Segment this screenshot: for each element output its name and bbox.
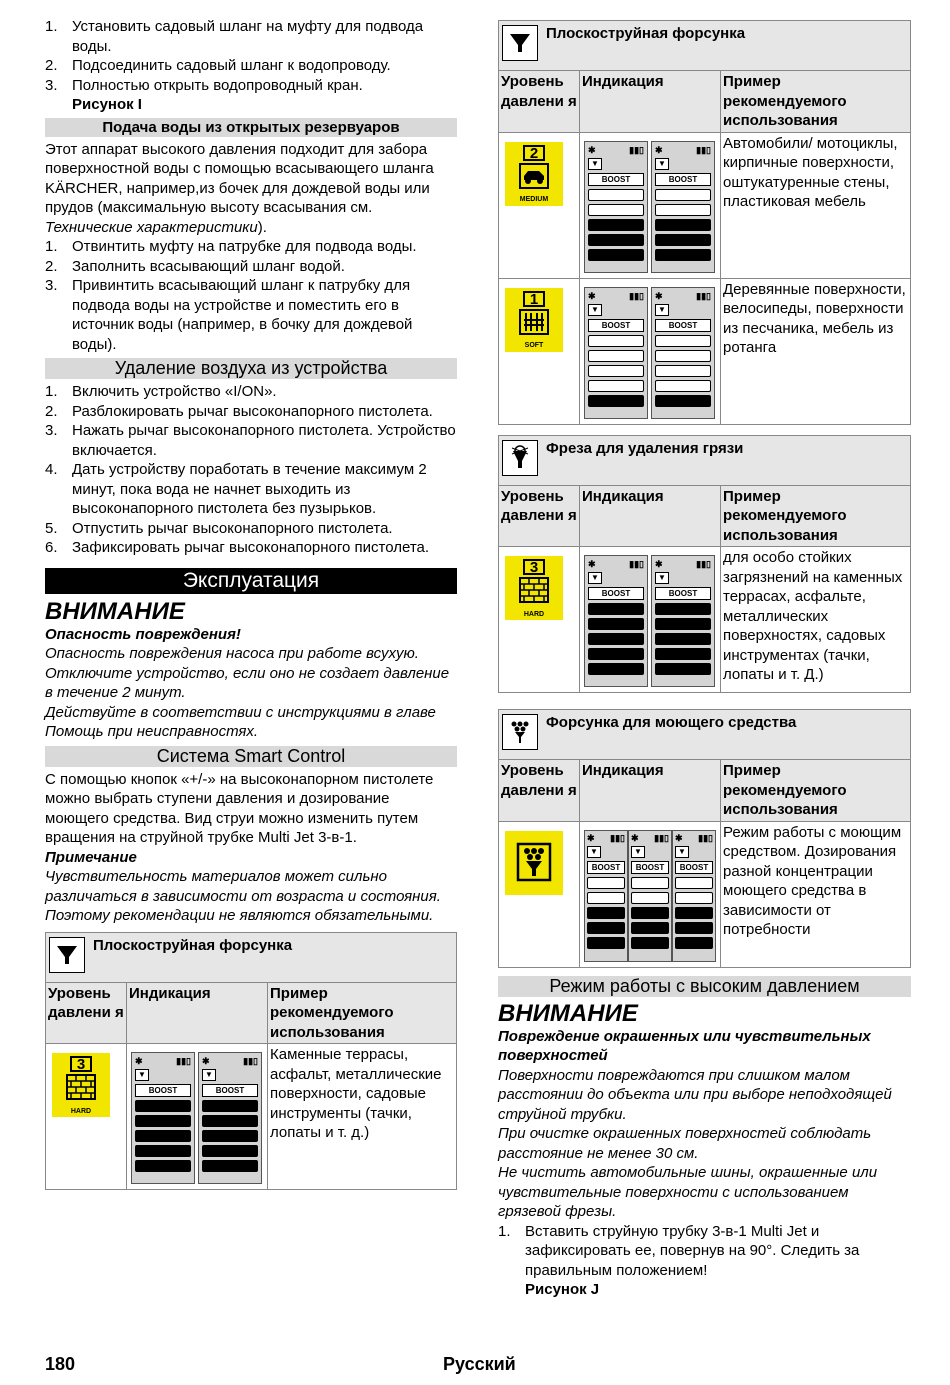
boost-indicator: BOOST bbox=[655, 587, 711, 600]
table-row bbox=[499, 547, 911, 693]
col-header-example: Пример рекомендуемого использования bbox=[721, 71, 911, 133]
battery-icon: ▮▮▯ bbox=[696, 290, 711, 301]
display-status-row bbox=[655, 145, 711, 155]
level-number: 3 bbox=[70, 1056, 92, 1072]
list-number: 2. bbox=[45, 57, 58, 74]
display-status-row bbox=[587, 833, 625, 843]
bluetooth-icon: ✱ bbox=[655, 144, 663, 155]
car-icon bbox=[519, 161, 549, 195]
battery-icon: ▮▮▯ bbox=[176, 1056, 191, 1066]
pressure-level-bar bbox=[587, 907, 625, 919]
pressure-level-badge bbox=[505, 142, 563, 206]
table-title-cell bbox=[499, 710, 911, 760]
indication-cell bbox=[127, 1044, 268, 1190]
table-header-row bbox=[499, 21, 911, 71]
pressure-level-bar bbox=[588, 395, 644, 407]
pressure-level-bar bbox=[202, 1100, 258, 1112]
boost-indicator: BOOST bbox=[631, 861, 669, 874]
detergent-nozzle-icon bbox=[502, 714, 538, 750]
display-status-row bbox=[655, 559, 711, 569]
pressure-level-bar bbox=[135, 1100, 191, 1112]
boost-indicator: BOOST bbox=[655, 173, 711, 186]
display-status-row bbox=[675, 833, 713, 843]
battery-icon: ▮▮▯ bbox=[629, 290, 644, 301]
boost-indicator: BOOST bbox=[587, 861, 625, 874]
dirt-blaster-icon bbox=[502, 440, 538, 476]
pressure-level-badge bbox=[505, 288, 563, 352]
battery-icon: ▮▮▯ bbox=[698, 832, 713, 843]
pressure-level-bar bbox=[631, 937, 669, 949]
bluetooth-icon: ✱ bbox=[588, 290, 596, 301]
table-title: Плоскоструйная форсунка bbox=[93, 936, 293, 954]
battery-icon: ▮▮▯ bbox=[696, 559, 711, 569]
battery-icon: ▮▮▯ bbox=[629, 559, 644, 569]
boost-indicator: BOOST bbox=[202, 1084, 258, 1097]
col-header-indication: Индикация bbox=[127, 982, 268, 1044]
pressure-level-badge bbox=[52, 1053, 110, 1117]
detergent-nozzle-table bbox=[498, 709, 911, 968]
warning-line: Не чистить автомобильные шины, окрашенные или чувствительные поверхности с использованием грязевой фрезы. bbox=[498, 1164, 878, 1220]
gun-display-screen bbox=[584, 287, 648, 419]
list-text: Нажать рычаг высоконапорного пистолета. Устройство включается. bbox=[72, 422, 456, 459]
list-text: Включить устройство «I/ON». bbox=[72, 383, 277, 400]
nozzle-indicator-icon: ▼ bbox=[631, 846, 645, 858]
list-item bbox=[45, 237, 457, 257]
pressure-level-bar bbox=[655, 189, 711, 201]
gun-display-screen bbox=[584, 141, 648, 273]
list-text: Заполнить всасывающий шланг водой. bbox=[72, 257, 345, 275]
list-number: 4. bbox=[45, 461, 58, 478]
boost-indicator: BOOST bbox=[135, 1084, 191, 1097]
nozzle-indicator-icon: ▼ bbox=[135, 1069, 149, 1081]
list-number: 5. bbox=[45, 519, 58, 537]
list-number: 1. bbox=[498, 1222, 511, 1240]
pressure-level-bar bbox=[588, 204, 644, 216]
note-text: Чувствительность материалов может сильно различаться в зависимости от возраста и состояния. Поэтому рекомендации не являются обязательными. bbox=[45, 868, 441, 924]
pressure-level-bar bbox=[655, 219, 711, 231]
list-item bbox=[45, 421, 457, 460]
pressure-level-bar bbox=[655, 335, 711, 347]
pressure-level-bar bbox=[631, 892, 669, 904]
pressure-level-bar bbox=[588, 365, 644, 377]
boost-indicator: BOOST bbox=[588, 173, 644, 186]
gun-display-screen bbox=[198, 1052, 262, 1184]
pressure-level-bar bbox=[655, 663, 711, 675]
pressure-level-bar bbox=[587, 877, 625, 889]
level-number: 2 bbox=[523, 145, 545, 161]
column-header-row bbox=[499, 760, 911, 822]
table-row bbox=[499, 278, 911, 424]
warning-line: Отключите устройство, если оно не создает давление в течение 2 минут. bbox=[45, 664, 450, 701]
pressure-level-badge bbox=[505, 556, 563, 620]
list-text: Разблокировать рычаг высоконапорного пистолета. bbox=[72, 402, 433, 420]
list-text: Подсоединить садовый шланг к водопроводу. bbox=[72, 57, 391, 74]
figure-i-caption: Рисунок I bbox=[72, 96, 142, 113]
air-removal-steps bbox=[45, 382, 457, 558]
bluetooth-icon: ✱ bbox=[588, 144, 596, 155]
col-header-example: Пример рекомендуемого использования bbox=[721, 485, 911, 547]
pressure-level-bar bbox=[588, 603, 644, 615]
gun-display-screen bbox=[651, 555, 715, 687]
open-tanks-steps bbox=[45, 237, 457, 354]
detergent-icon bbox=[516, 840, 552, 888]
pressure-level-bar bbox=[588, 219, 644, 231]
boost-indicator: BOOST bbox=[588, 587, 644, 600]
pressure-level-bar bbox=[655, 204, 711, 216]
bluetooth-icon: ✱ bbox=[631, 832, 639, 843]
col-header-level: Уровень давлени я bbox=[499, 760, 580, 822]
level-cell bbox=[499, 278, 580, 424]
pressure-level-bar bbox=[631, 877, 669, 889]
table-header-row bbox=[499, 435, 911, 485]
warning-text bbox=[45, 644, 457, 742]
boost-indicator: BOOST bbox=[675, 861, 713, 874]
pressure-level-bar bbox=[135, 1145, 191, 1157]
display-status-row bbox=[588, 559, 644, 569]
list-item bbox=[45, 519, 457, 539]
list-item bbox=[45, 382, 457, 402]
level-name: SOFT bbox=[524, 342, 544, 349]
table-title: Форсунка для моющего средства bbox=[546, 714, 797, 731]
nozzle-indicator-icon: ▼ bbox=[587, 846, 601, 858]
pressure-level-bar bbox=[202, 1145, 258, 1157]
pressure-level-bar bbox=[202, 1160, 258, 1172]
pressure-level-bar bbox=[587, 922, 625, 934]
col-header-indication: Индикация bbox=[580, 485, 721, 547]
brick-wall-icon bbox=[66, 1072, 96, 1106]
list-number: 1. bbox=[45, 238, 58, 255]
warning-line: Опасность повреждения насоса при работе всухую. bbox=[45, 645, 419, 662]
flat-jet-nozzle-icon bbox=[502, 25, 538, 61]
pressure-level-bar bbox=[588, 618, 644, 630]
bluetooth-icon: ✱ bbox=[135, 1056, 143, 1066]
pressure-level-bar bbox=[202, 1130, 258, 1142]
list-text: Установить садовый шланг на муфту для подвода воды. bbox=[72, 18, 424, 55]
display-status-row bbox=[202, 1056, 258, 1066]
pressure-level-bar bbox=[675, 937, 713, 949]
pressure-level-bar bbox=[655, 249, 711, 261]
list-text: Полностью открыть водопроводный кран. bbox=[72, 76, 363, 94]
gun-display-screen bbox=[651, 141, 715, 273]
list-item bbox=[498, 1222, 911, 1281]
nozzle-indicator-icon: ▼ bbox=[202, 1069, 216, 1081]
nozzle-table bbox=[498, 709, 911, 968]
pressure-level-bar bbox=[631, 907, 669, 919]
chair-icon bbox=[519, 307, 549, 341]
brick-wall-icon bbox=[519, 575, 549, 609]
column-header-row bbox=[499, 71, 911, 133]
nozzle-indicator-icon: ▼ bbox=[655, 304, 669, 316]
pressure-level-bar bbox=[588, 350, 644, 362]
pressure-level-bar bbox=[675, 877, 713, 889]
open-tanks-heading: Подача воды из открытых резервуаров bbox=[45, 118, 457, 137]
pressure-level-bar bbox=[135, 1130, 191, 1142]
list-text: Отвинтить муфту на патрубке для подвода воды. bbox=[72, 238, 417, 255]
bluetooth-icon: ✱ bbox=[202, 1056, 210, 1066]
list-text: Зафиксировать рычаг высоконапорного пистолета. bbox=[72, 539, 430, 556]
list-item bbox=[45, 257, 457, 277]
battery-icon: ▮▮▯ bbox=[696, 144, 711, 155]
operation-heading: Эксплуатация bbox=[45, 568, 457, 594]
list-number: 3. bbox=[45, 76, 58, 94]
pressure-level-bar bbox=[655, 350, 711, 362]
display-status-row bbox=[588, 145, 644, 155]
display-status-row bbox=[631, 833, 669, 843]
pressure-level-bar bbox=[588, 663, 644, 675]
flat-jet-table-medium-soft bbox=[498, 20, 911, 425]
pressure-level-bar bbox=[655, 365, 711, 377]
list-text: Отпустить рычаг высоконапорного пистолета. bbox=[72, 519, 393, 537]
usage-example-cell: Каменные террасы, асфальт, металлические поверхности, садовые инструменты (тачки, лопаты и т. д.) bbox=[268, 1044, 457, 1190]
dirt-blaster-table bbox=[498, 435, 911, 694]
bluetooth-icon: ✱ bbox=[588, 559, 596, 569]
list-number: 1. bbox=[45, 18, 58, 35]
usage-example-cell: Деревянные поверхности, велосипеды, поверхности из песчаника, мебель из ротанга bbox=[721, 278, 911, 424]
col-header-indication: Индикация bbox=[580, 71, 721, 133]
battery-icon: ▮▮▯ bbox=[243, 1056, 258, 1066]
table-header-row bbox=[46, 932, 457, 982]
nozzle-indicator-icon: ▼ bbox=[588, 572, 602, 584]
nozzle-indicator-icon: ▼ bbox=[588, 158, 602, 170]
list-number: 3. bbox=[45, 422, 58, 439]
warning-line: Поверхности повреждаются при слишком малом расстоянии до объекта или при выборе неподходящей струйной трубки. bbox=[498, 1066, 892, 1123]
nozzle-indicator-icon: ▼ bbox=[655, 158, 669, 170]
pressure-level-bar bbox=[202, 1115, 258, 1127]
level-name: HARD bbox=[70, 1107, 92, 1115]
pressure-level-bar bbox=[675, 892, 713, 904]
table-title-cell bbox=[46, 932, 457, 982]
pressure-level-bar bbox=[675, 922, 713, 934]
gun-display-screen bbox=[131, 1052, 195, 1184]
nozzle-indicator-icon: ▼ bbox=[655, 572, 669, 584]
level-cell bbox=[499, 132, 580, 278]
level-cell bbox=[499, 821, 580, 967]
gun-display-screen bbox=[584, 555, 648, 687]
pressure-level-bar bbox=[655, 633, 711, 645]
pressure-level-bar bbox=[588, 335, 644, 347]
display-status-row bbox=[588, 291, 644, 301]
list-text: Вставить струйную трубку 3-в-1 Multi Jet и зафиксировать ее, повернув на 90°. Следить за правильным положением! bbox=[525, 1222, 860, 1279]
warning-line: Действуйте в соответствии с инструкциями в главе Помощь при неисправностях. bbox=[45, 703, 436, 740]
nozzle-indicator-icon: ▼ bbox=[675, 846, 689, 858]
warning-subtitle-right: Повреждение окрашенных или чувствительных поверхностей bbox=[498, 1027, 871, 1064]
page-footer bbox=[45, 1355, 911, 1377]
display-status-row bbox=[655, 291, 711, 301]
col-header-level: Уровень давлени я bbox=[499, 71, 580, 133]
warning-subtitle: Опасность повреждения! bbox=[45, 625, 241, 643]
usage-example-cell: для особо стойких загрязнений на каменных террасах, асфальте, металлических поверхностях, садовых инструментах (тачки, лопаты и т. Д.) bbox=[721, 547, 911, 693]
indication-cell bbox=[580, 547, 721, 693]
pressure-level-bar bbox=[588, 189, 644, 201]
page-number: 180 bbox=[45, 1354, 76, 1374]
pressure-level-bar bbox=[588, 380, 644, 392]
nozzle-table bbox=[45, 932, 457, 1191]
warning-title-right: ВНИМАНИЕ bbox=[498, 999, 638, 1027]
left-column bbox=[45, 17, 457, 1190]
pressure-level-bar bbox=[588, 249, 644, 261]
pressure-level-bar bbox=[587, 937, 625, 949]
col-header-indication: Индикация bbox=[580, 760, 721, 822]
usage-example-cell: Автомобили/ мотоциклы, кирпичные поверхности, оштукатуренные стены, пластиковая мебель bbox=[721, 132, 911, 278]
list-text: Привинтить всасывающий шланг к патрубку для подвода воды на устройстве и поместить его в источник воды (например, в бочку для дождевой воды). bbox=[72, 277, 413, 353]
language-label: Русский bbox=[443, 1354, 516, 1374]
col-header-example: Пример рекомендуемого использования bbox=[268, 982, 457, 1044]
table-title-cell bbox=[499, 21, 911, 71]
indication-cell bbox=[580, 821, 721, 967]
gun-display-screen bbox=[584, 830, 628, 962]
pressure-level-bar bbox=[631, 922, 669, 934]
pressure-level-bar bbox=[588, 234, 644, 246]
water-supply-steps bbox=[45, 17, 457, 95]
level-cell bbox=[499, 547, 580, 693]
open-tanks-text: Этот аппарат высокого давления подходит для забора поверхностной воды с помощью всасывающего шланга KÄRCHER, например,из бочек для дождевой воды или прудов (максимальную высоту всасывания см. Технические характеристики). bbox=[45, 140, 434, 236]
boost-indicator: BOOST bbox=[588, 319, 644, 332]
col-header-example: Пример рекомендуемого использования bbox=[721, 760, 911, 822]
warning-text-right bbox=[498, 1066, 911, 1222]
level-name: HARD bbox=[523, 610, 545, 618]
level-cell bbox=[46, 1044, 127, 1190]
pressure-level-badge bbox=[505, 831, 563, 895]
gun-display-screen bbox=[651, 287, 715, 419]
list-number: 1. bbox=[45, 383, 58, 400]
high-pressure-heading: Режим работы с высоким давлением bbox=[498, 976, 911, 997]
flat-jet-nozzle-icon bbox=[49, 937, 85, 973]
boost-indicator: BOOST bbox=[655, 319, 711, 332]
pressure-level-bar bbox=[655, 618, 711, 630]
table-row bbox=[46, 1044, 457, 1190]
pressure-level-bar bbox=[655, 395, 711, 407]
tech-specs-ref: Технические характеристики bbox=[45, 218, 258, 236]
indication-cell bbox=[580, 278, 721, 424]
list-item bbox=[45, 276, 457, 354]
pressure-level-bar bbox=[588, 633, 644, 645]
flat-jet-table-hard bbox=[45, 932, 457, 1191]
high-pressure-steps bbox=[498, 1222, 911, 1281]
list-item bbox=[45, 76, 457, 96]
battery-icon: ▮▮▯ bbox=[629, 144, 644, 155]
list-text: Дать устройству поработать в течение максимум 2 минут, пока вода не начнет выходить из высоконапорного пистолета без пузырьков. bbox=[72, 461, 427, 517]
nozzle-table bbox=[498, 435, 911, 694]
table-row bbox=[499, 821, 911, 967]
list-item bbox=[45, 538, 457, 558]
bluetooth-icon: ✱ bbox=[655, 290, 663, 301]
pressure-level-bar bbox=[135, 1160, 191, 1172]
smart-control-text: С помощью кнопок «+/-» на высоконапорном пистолете можно выбрать ступени давления и дозирование моющего средства. Вид струи можно изменить путем вращения на струйной трубке Multi Jet 3-в-1. bbox=[45, 770, 434, 846]
table-title-cell bbox=[499, 435, 911, 485]
table-header-row bbox=[499, 710, 911, 760]
bluetooth-icon: ✱ bbox=[655, 559, 663, 569]
pressure-level-bar bbox=[655, 234, 711, 246]
table-title: Фреза для удаления грязи bbox=[546, 439, 744, 457]
battery-icon: ▮▮▯ bbox=[610, 832, 625, 843]
list-item bbox=[45, 56, 457, 76]
col-header-level: Уровень давлени я bbox=[46, 982, 127, 1044]
level-number: 1 bbox=[523, 291, 545, 307]
display-status-row bbox=[135, 1056, 191, 1066]
note-title: Примечание bbox=[45, 848, 137, 866]
col-header-level: Уровень давлени я bbox=[499, 485, 580, 547]
list-number: 2. bbox=[45, 257, 58, 275]
pressure-level-bar bbox=[135, 1115, 191, 1127]
level-number: 3 bbox=[523, 559, 545, 575]
usage-example-cell: Режим работы с моющим средством. Дозирования разной концентрации моющего средства в зависимости от потребности bbox=[721, 821, 911, 967]
nozzle-indicator-icon: ▼ bbox=[588, 304, 602, 316]
list-number: 2. bbox=[45, 402, 58, 420]
bluetooth-icon: ✱ bbox=[587, 832, 595, 843]
pressure-level-bar bbox=[587, 892, 625, 904]
battery-icon: ▮▮▯ bbox=[654, 832, 669, 843]
list-number: 3. bbox=[45, 277, 58, 294]
warning-line: При очистке окрашенных поверхностей соблюдать расстояние не менее 30 см. bbox=[498, 1125, 872, 1162]
nozzle-table bbox=[498, 20, 911, 425]
warning-title: ВНИМАНИЕ bbox=[45, 597, 185, 625]
pressure-level-bar bbox=[655, 603, 711, 615]
list-item bbox=[45, 17, 457, 56]
right-column bbox=[498, 12, 911, 1300]
gun-display-screen bbox=[672, 830, 716, 962]
pressure-level-bar bbox=[655, 648, 711, 660]
pressure-level-bar bbox=[655, 380, 711, 392]
figure-j-caption: Рисунок J bbox=[525, 1281, 600, 1298]
smart-control-heading: Система Smart Control bbox=[45, 746, 457, 767]
list-item bbox=[45, 460, 457, 519]
bluetooth-icon: ✱ bbox=[675, 832, 683, 843]
list-number: 6. bbox=[45, 539, 58, 556]
list-item bbox=[45, 402, 457, 422]
indication-cell bbox=[580, 132, 721, 278]
pressure-level-bar bbox=[675, 907, 713, 919]
air-removal-heading: Удаление воздуха из устройства bbox=[45, 358, 457, 379]
column-header-row bbox=[499, 485, 911, 547]
pressure-level-bar bbox=[588, 648, 644, 660]
level-name: MEDIUM bbox=[519, 196, 549, 203]
table-title: Плоскоструйная форсунка bbox=[546, 25, 746, 42]
column-header-row bbox=[46, 982, 457, 1044]
table-row bbox=[499, 132, 911, 278]
gun-display-screen bbox=[628, 830, 672, 962]
